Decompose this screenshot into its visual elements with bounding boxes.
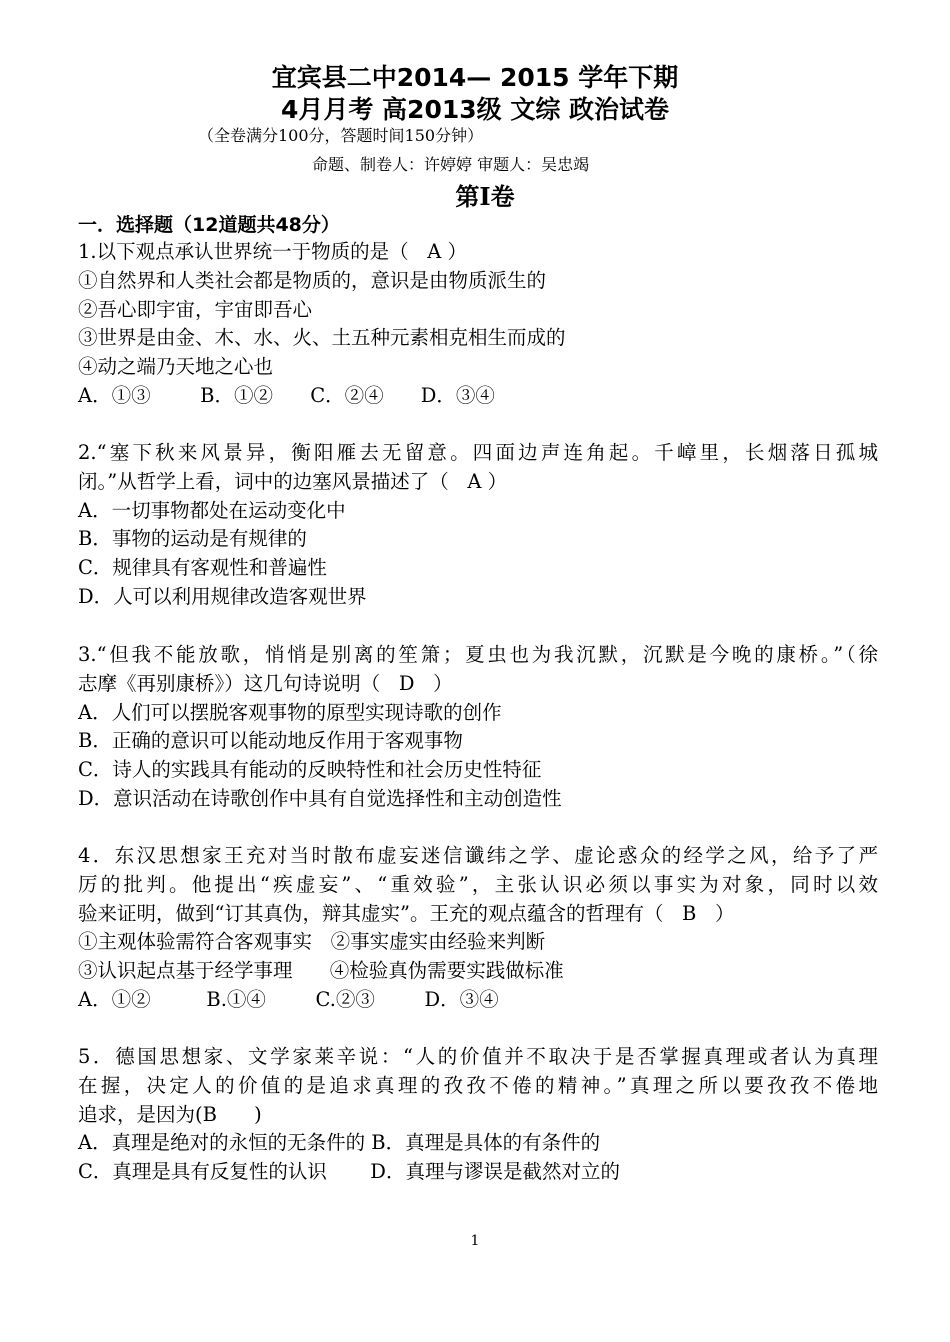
- question-line: C．真理是具有反复性的认识 D．真理与谬误是截然对立的: [78, 1160, 620, 1184]
- question-line: D．意识活动在诗歌创作中具有自觉选择性和主动创造性: [78, 786, 562, 810]
- question-3: [78, 641, 878, 814]
- question-1: [78, 238, 878, 411]
- question-line: 5．德国思想家、文学家莱辛说：“人的价值并不取决于是否掌握真理或者认为真理: [78, 1045, 878, 1068]
- question-line: 闭。”从哲学上看，词中的边塞风景描述了（ A ）: [78, 469, 508, 493]
- question-line: 4．东汉思想家王充对当时散布虚妄迷信谶纬之学、虚论惑众的经学之风，给予了严: [78, 844, 878, 867]
- question-2: [78, 439, 878, 612]
- question-line: ①主观体验需符合客观事实 ②事实虚实由经验来判断: [78, 930, 546, 954]
- section-heading: 一．选择题（12道题共48分）: [78, 214, 340, 236]
- question-line: D．人可以利用规律改造客观世界: [78, 584, 367, 608]
- question-line: ①自然界和人类社会都是物质的，意识是由物质派生的: [78, 268, 547, 292]
- question-line: A．真理是绝对的永恒的无条件的 B．真理是具体的有条件的: [78, 1131, 601, 1155]
- exam-title-line2: 4月月考 高2013级 文综 政治试卷: [280, 95, 670, 124]
- question-line: ③世界是由金、木、水、火、土五种元素相克相生而成的: [78, 326, 566, 350]
- question-line: 志摩《再别康桥》）这几句诗说明（ D ）: [78, 671, 453, 695]
- question-line: 厉的批判。他提出“疾虚妄”、“重效验”，主张认识必须以事实为对象，同时以效: [78, 872, 878, 896]
- question-line: C．诗人的实践具有能动的反映特性和社会历史性特征: [78, 758, 542, 782]
- page-number: 1: [470, 1233, 480, 1249]
- question-4: [78, 842, 878, 1015]
- question-line: 验来证明，做到“订其真伪，辩其虚实”。王充的观点蕴含的哲理有（ B ）: [78, 901, 735, 925]
- question-line: B．事物的运动是有规律的: [78, 527, 307, 551]
- exam-authors: 命题、制卷人：许婷婷 审题人：吴忠竭: [312, 155, 590, 174]
- question-line: ④动之端乃天地之心也: [78, 355, 274, 379]
- question-line: 追求，是因为(B ): [78, 1102, 262, 1126]
- question-line: 2.“塞下秋来风景异，衡阳雁去无留意。四面边声连角起。千嶂里，长烟落日孤城: [78, 441, 878, 464]
- question-line: 1.以下观点承认世界统一于物质的是（ A ）: [78, 240, 467, 263]
- question-line: A．①③ B．①② C．②④ D．③④: [78, 383, 495, 407]
- question-5: [78, 1043, 878, 1187]
- question-line: A．一切事物都处在运动变化中: [78, 498, 346, 522]
- question-line: C．规律具有客观性和普遍性: [78, 556, 327, 580]
- question-line: ③认识起点基于经学事理 ④检验真伪需要实践做标准: [78, 959, 564, 983]
- exam-title-line1: 宜宾县二中2014— 2015 学年下期: [271, 63, 679, 92]
- question-line: ②吾心即宇宙，宇宙即吾心: [78, 297, 313, 321]
- question-line: 3.“但我不能放歌，悄悄是别离的笙箫；夏虫也为我沉默，沉默是今晚的康桥。”（徐: [78, 643, 878, 666]
- exam-score-note: （全卷满分100分，答题时间150分钟）: [198, 126, 484, 145]
- question-line: 在握，决定人的价值的是追求真理的孜孜不倦的精神。”真理之所以要孜孜不倦地: [78, 1073, 878, 1097]
- question-line: B．正确的意识可以能动地反作用于客观事物: [78, 729, 463, 753]
- volume-heading: 第I卷: [455, 182, 515, 211]
- question-line: A．人们可以摆脱客观事物的原型实现诗歌的创作: [78, 700, 502, 724]
- question-line: A．①② B.①④ C.②③ D．③④: [78, 987, 499, 1011]
